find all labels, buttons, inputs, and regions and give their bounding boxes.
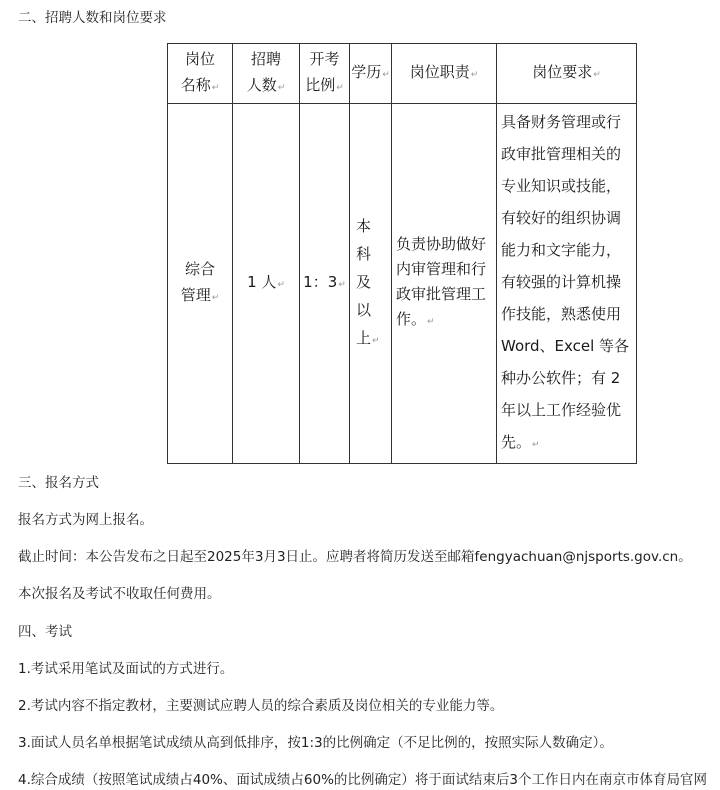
cell-line: 年以上工作经验优 [501, 401, 622, 419]
section-heading-exam: 四、考试 [18, 624, 72, 640]
cell-education [350, 104, 392, 464]
header-exam-ratio [300, 44, 350, 104]
cell-line: 管理↵ [180, 286, 220, 304]
position-table [167, 43, 637, 464]
cell-duties [392, 104, 497, 464]
cell-line: 负责协助做好 [396, 235, 487, 253]
cell-line: 本 科 [356, 217, 387, 263]
header-line: 学历↵ [351, 63, 390, 81]
exam-item-4: 4.综合成绩（按照笔试成绩占40%、面试成绩占60%的比例确定）将于面试结束后3个工作日内在南京市体育局官网 [18, 772, 707, 788]
cell-recruit-count [233, 104, 300, 464]
cell-line: 政审批管理工 [396, 285, 487, 303]
header-position-name [168, 44, 233, 104]
header-line: 岗位职责↵ [409, 63, 479, 81]
cell-line: 上↵ [356, 329, 380, 347]
cell-line: 及 以 [356, 273, 387, 319]
header-line: 比例↵ [305, 76, 344, 94]
deadline-text: 截止时间：本公告发布之日起至2025年3月3日止。应聘者将简历发送至邮箱fengyachuan@njsports.gov.cn。 [18, 549, 692, 565]
cell-line: 种办公软件；有 2 [501, 369, 621, 387]
cell-line: 具备财务管理或行 [501, 113, 622, 131]
cell-line: 作。↵ [396, 310, 435, 328]
cell-line: 能力和文字能力， [501, 241, 622, 259]
exam-item-3: 3.面试人员名单根据笔试成绩从高到低排序，按1:3的比例确定（不足比例的，按照实际人数确定）。 [18, 735, 613, 751]
cell-line: 专业知识或技能， [501, 177, 622, 195]
header-line: 开考 [309, 50, 340, 68]
cell-exam-ratio [300, 104, 350, 464]
position-table-wrap [167, 43, 637, 464]
cell-line: 有较强的计算机操 [501, 273, 622, 291]
header-line: 岗位要求↵ [532, 63, 601, 81]
header-line: 名称↵ [180, 76, 220, 94]
exam-item-1: 1.考试采用笔试及面试的方式进行。 [18, 661, 234, 677]
cell-line: 先。↵ [501, 433, 540, 451]
header-line: 人数↵ [246, 76, 286, 94]
header-line: 岗位 [184, 50, 215, 68]
section-heading-recruitment: 二、招聘人数和岗位要求 [18, 10, 167, 26]
cell-line: 政审批管理相关的 [501, 145, 622, 163]
cell-line: 内审管理和行 [396, 260, 487, 278]
cell-line: 有较好的组织协调 [501, 209, 622, 227]
table-header-row [168, 44, 637, 104]
application-method-text: 报名方式为网上报名。 [18, 512, 153, 528]
cell-line: 1 人↵ [247, 273, 285, 291]
cell-line: Word、Excel 等各 [501, 337, 630, 355]
table-row [168, 104, 637, 464]
fee-text: 本次报名及考试不收取任何费用。 [18, 586, 221, 602]
header-requirements [497, 44, 637, 104]
cell-line: 作技能，熟悉使用 [501, 305, 622, 323]
cell-line: 1：3↵ [303, 273, 346, 291]
cell-position-name [168, 104, 233, 464]
cell-requirements [497, 104, 637, 464]
header-education [350, 44, 392, 104]
header-line: 招聘 [250, 50, 281, 68]
exam-item-2: 2.考试内容不指定教材，主要测试应聘人员的综合素质及岗位相关的专业能力等。 [18, 698, 504, 714]
header-duties [392, 44, 497, 104]
cell-line: 综合 [184, 260, 215, 278]
header-recruit-count [233, 44, 300, 104]
section-heading-application: 三、报名方式 [18, 475, 99, 491]
